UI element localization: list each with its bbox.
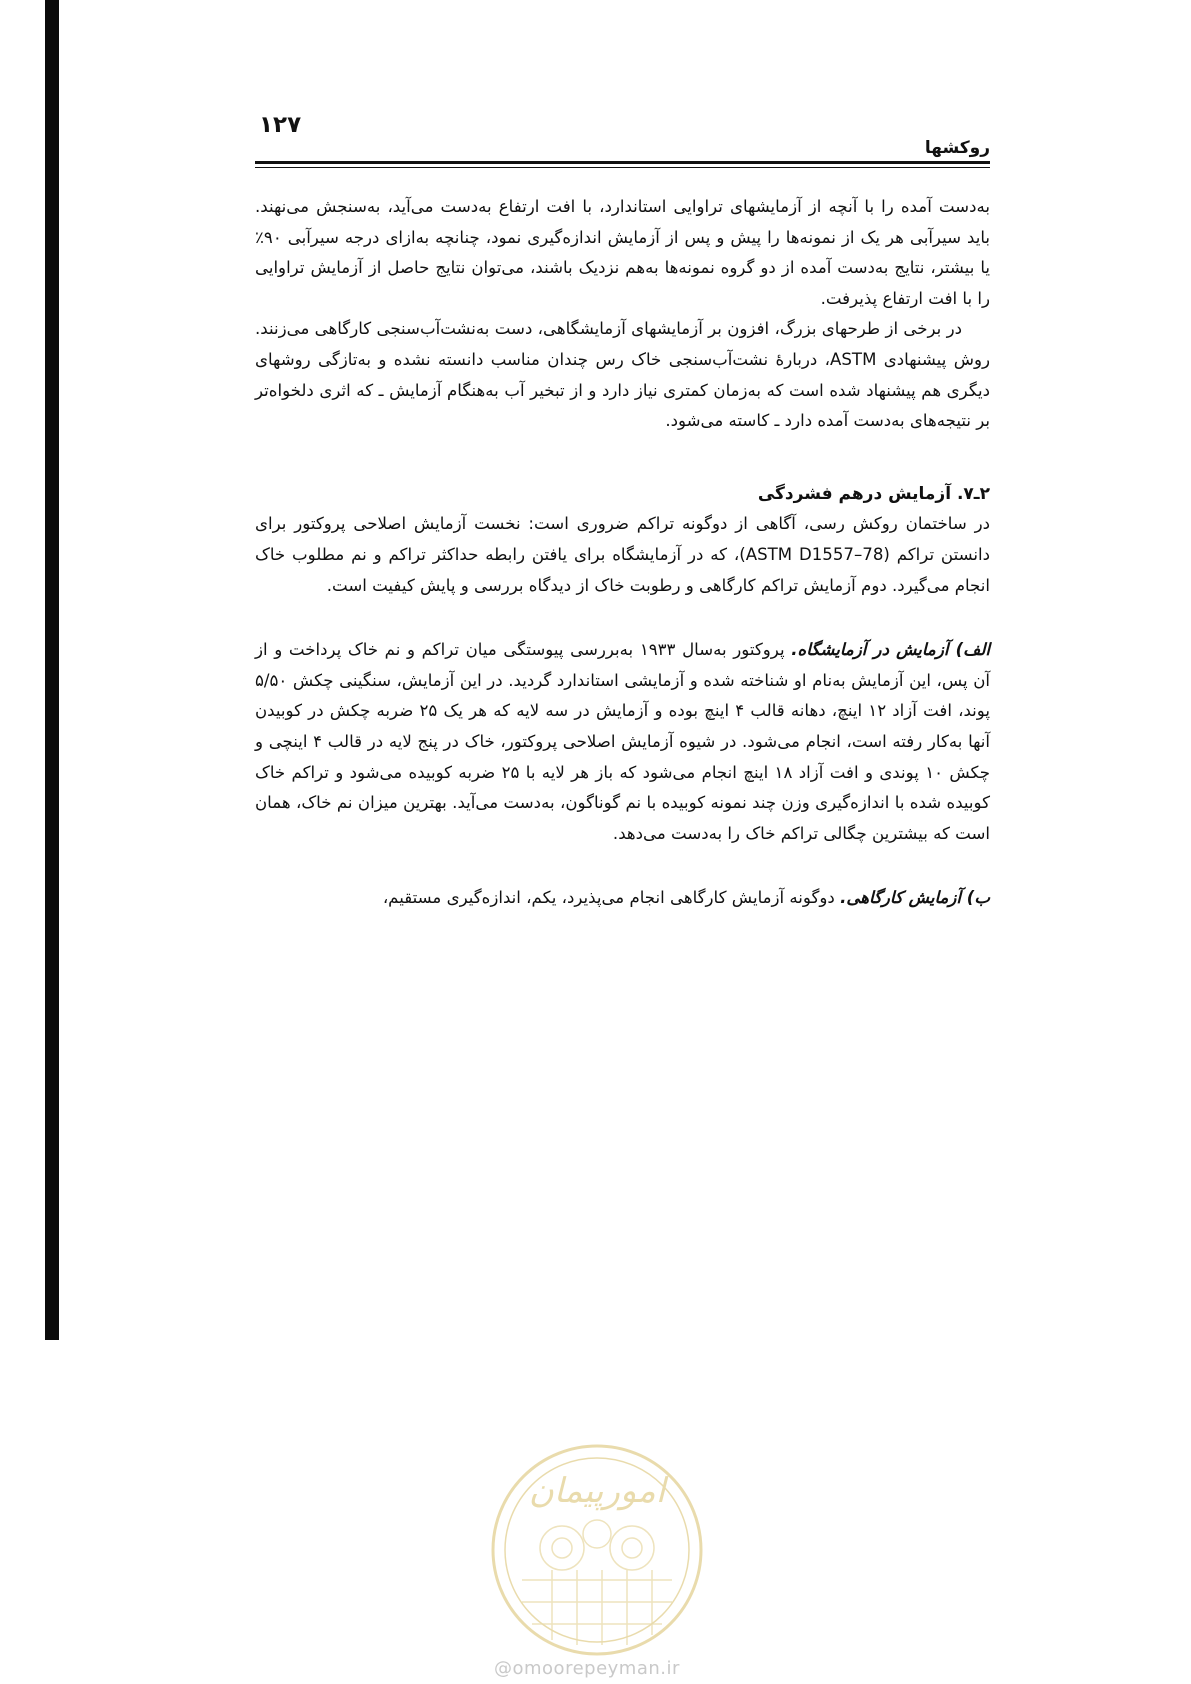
- paragraph-field-test: [255, 883, 990, 914]
- binding-edge-bar: [45, 0, 59, 1340]
- page-header: [255, 110, 990, 170]
- watermark-site: @omoorepeyman.ir: [494, 1658, 680, 1679]
- page-body: [255, 192, 990, 914]
- run-in-heading-lab: الف) آزمایش در آزمایشگاه.: [791, 640, 991, 660]
- watermark-logo: [482, 1430, 712, 1680]
- paragraph-lab-test: [255, 635, 990, 849]
- paragraph-field-seepage: در برخی از طرحهای بزرگ، افزون بر آزمایشهای آزمایشگاهی، دست به‌نشت‌آب‌سنجی کارگاهی می‌زنند. روش پیشنهادی ASTM، دربارهٔ نشت‌آب‌سنجی خاک رس چندان مناسب دانسته نشده و به‌تازگی روشهای دیگری هم پیشنهاد شده است که به‌زمان کمتری نیاز دارد و از تبخیر آب به‌هنگام آزمایش ـ که اثری دلخواه‌تر بر نتیجه‌های به‌دست آمده دارد ـ کاسته می‌شود.: [255, 319, 990, 431]
- section-heading: ۲ـ۷. آزمایش درهم فشردگی: [757, 483, 990, 504]
- header-rule-thin: [255, 167, 990, 168]
- paragraph-field-text: دوگونه آزمایش کارگاهی انجام می‌پذیرد، یکم، اندازه‌گیری مستقیم،: [382, 888, 841, 908]
- run-in-heading-field: ب) آزمایش کارگاهی.: [840, 888, 990, 908]
- paragraph-lab-text: پروکتور به‌سال ۱۹۳۳ به‌بررسی پیوستگی میان تراکم و نم خاک پرداخت و از آن پس، این آزمایش به‌نام او شناخته شده و آزمایشی استاندارد گردید. در این آزمایش، سنگینی چکش ۵/۵۰ پوند، افت آزاد ۱۲ اینچ، دهانه قالب ۴ اینچ بوده و آزمایش در سه لایه که هر یک ۲۵ ضربه چکش در کوبیدن آنها به‌کار رفته است، انجام می‌شود. در شیوه آزمایش اصلاحی پروکتور، خاک در پنج لایه در قالب ۴ اینچی و چکش ۱۰ پوندی و افت آزاد ۱۸ اینچ انجام می‌شود که باز هر لایه با ۲۵ ضربه کوبیده می‌شود و تراکم خاک کوبیده شده با اندازه‌گیری وزن چند نمونه کوبیده با نم گوناگون، به‌دست می‌آید. بهترین میزان نم خاک، همان است که بیشترین چگالی تراکم خاک را به‌دست می‌دهد.: [255, 640, 991, 843]
- paragraph-continuation: به‌دست آمده را با آنچه از آزمایشهای تراوایی استاندارد، با افت ارتفاع به‌دست می‌آید، به‌سنجش می‌نهند. باید سیرآبی هر یک از نمونه‌ها را پیش و پس از آزمایش اندازه‌گیری نمود، چنانچه به‌ازای درجه سیرآبی ۹۰٪ یا بیشتر، نتایج به‌دست آمده از دو گروه نمونه‌ها به‌هم نزدیک باشند، می‌توان نتایج حاصل از آزمایش تراوایی را با افت ارتفاع پذیرفت.: [255, 197, 990, 308]
- watermark-logo-text: امورپیمان: [528, 1471, 666, 1511]
- paragraph-compaction-intro: در ساختمان روکش رسی، آگاهی از دوگونه تراکم ضروری است: نخست آزمایش اصلاحی پروکتور برای دانستن تراکم (ASTM D1557–78)، که در آزمایشگاه برای یافتن رابطه حداکثر تراکم و نم مطلوب خاک انجام می‌گیرد. دوم آزمایش تراکم کارگاهی و رطوبت خاک از دیدگاه بررسی و پایش کیفیت است.: [255, 514, 990, 595]
- running-title: روکشها: [924, 138, 990, 158]
- page-number: ۱۲۷: [259, 112, 302, 138]
- header-rule-thick: [255, 161, 990, 164]
